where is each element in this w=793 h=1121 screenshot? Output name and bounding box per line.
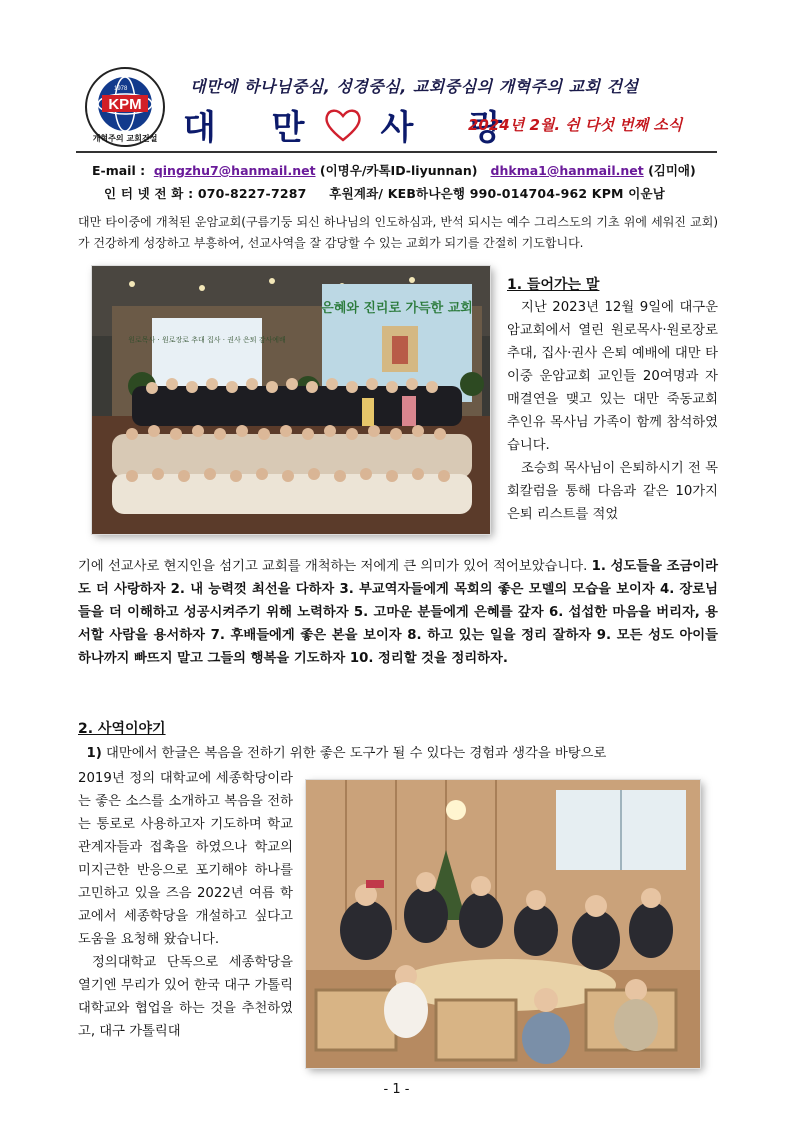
header-divider [76,151,717,153]
page-number: - 1 - [383,1082,410,1097]
kpm-logo-icon [84,66,166,148]
issue-label: 2024년 2월. 쉰 다섯 번째 소식 [468,116,683,134]
title-left: 대 만 [183,108,327,148]
svg-text:1978: 1978 [114,86,128,92]
section1-column [507,296,718,526]
section2-item-number: 1) [86,746,102,761]
email-line [92,161,696,179]
email-note-2: (김미애) [643,163,696,178]
tagline: 대만에 하나님중심, 성경중심, 교회중심의 개혁주의 교회 건설 [190,77,639,96]
phone-account-line: 인 터 넷 전 화 : 070-8227-7287 후원계좌/ KEB하나은행 990-014704-962 KPM 이운남 [104,186,666,201]
group-photo-gathering [306,780,700,1068]
section1-continuation [78,555,718,670]
section1-heading: 1. 들어가는 말 [507,277,600,293]
svg-text:원로목사 · 원로장로 추대 집사 · 권사 은퇴 감사예배: 원로목사 · 원로장로 추대 집사 · 권사 은퇴 감사예배 [128,336,286,344]
section1-para1: 지난 2023년 12월 9일에 대구운암교회에서 열린 원로목사·원로장로 추대, 집사·권사 은퇴 예배에 대만 타이중 운암교회 교인들 20여명과 자매결연을 맺고 있는 대만 죽동교회 추인유 목사님 가족이 함께 참석하였습니다. [507,300,718,453]
retirement-list: 1. 성도들을 조금이라도 더 사랑하자 2. 내 능력껏 최선을 다하자 3. 부교역자들에게 목회의 좋은 모델의 모습을 보이자 4. 장로님들을 더 이해하고 성공시켜주기 위해 노력하자 5. 고마운 분들에게 은혜를 갚자 6. 섭섭한 마음을 버리자, 용서할 사람을 용서하자 7. 후배들에게 좋은 본을 보이자 8. 하고 있는 일을 정리 잘하자 9. 모든 성도 아이들 하나까지 빠뜨지 말고 그들의 행복을 기도하자 10. 정리할 것을 정리하자. [78,559,718,666]
section2-lead-text: 대만에서 한글은 복음을 전하기 위한 좋은 도구가 될 수 있다는 경험과 생각을 바탕으로 [101,746,607,761]
section2-para2: 정의대학교 단독으로 세종학당을 열기엔 무리가 있어 한국 대구 가톨릭 대학교와 협업을 하는 것을 추천하였고, 대구 가톨릭대 [78,955,293,1039]
group-photo-church [92,266,490,534]
section2-heading: 2. 사역이야기 [78,721,166,737]
title-right: 사 랑 [380,108,525,148]
svg-text:KPM: KPM [108,96,142,113]
section2-lead [78,742,718,765]
email-link-1[interactable]: qingzhu7@hanmail.net [153,163,316,178]
svg-text:은혜와 진리로 가득한 교회: 은혜와 진리로 가득한 교회 [321,301,473,316]
intro-prayer: 대만 타이중에 개척된 운암교회(구름기둥 되신 하나님의 인도하심과, 반석 되시는 예수 그리스도의 기초 위에 세워진 교회)가 건강하게 성장하고 부흥하여, 선교사역을 잘 감당할 수 있는 교회가 되기를 간절히 기도합니다. [78,215,718,250]
svg-text:개혁주의 교회건설: 개혁주의 교회건설 [92,134,158,143]
section1-para2: 조승희 목사님이 은퇴하시기 전 목회칼럼을 통해 다음과 같은 10가지 은퇴 리스트를 적었 [507,461,718,522]
section1-continuation-text: 기에 선교사로 현지인을 섬기고 교회를 개척하는 저에게 큰 의미가 있어 적어보았습니다. [78,559,592,574]
section2-column [78,767,293,1043]
heart-outline-icon [323,107,363,143]
section2-para1: 2019년 정의 대학교에 세종학당이라는 좋은 소스를 소개하고 복음을 전하는 통로로 사용하고자 기도하며 학교 관계자들과 접촉을 하였으나 학교의 미지근한 반응으로 포기해야 하나를 고민하고 있을 즈음 2022년 여름 학교에서 세종학당을 개설하고 싶다고 도움을 요청해 왔습니다. [78,771,293,947]
email-link-2[interactable]: dhkma1@hanmail.net [490,163,644,178]
email-label: E-mail : [92,163,146,178]
email-note-1: (이명우/카톡ID-liyunnan) [315,163,478,178]
